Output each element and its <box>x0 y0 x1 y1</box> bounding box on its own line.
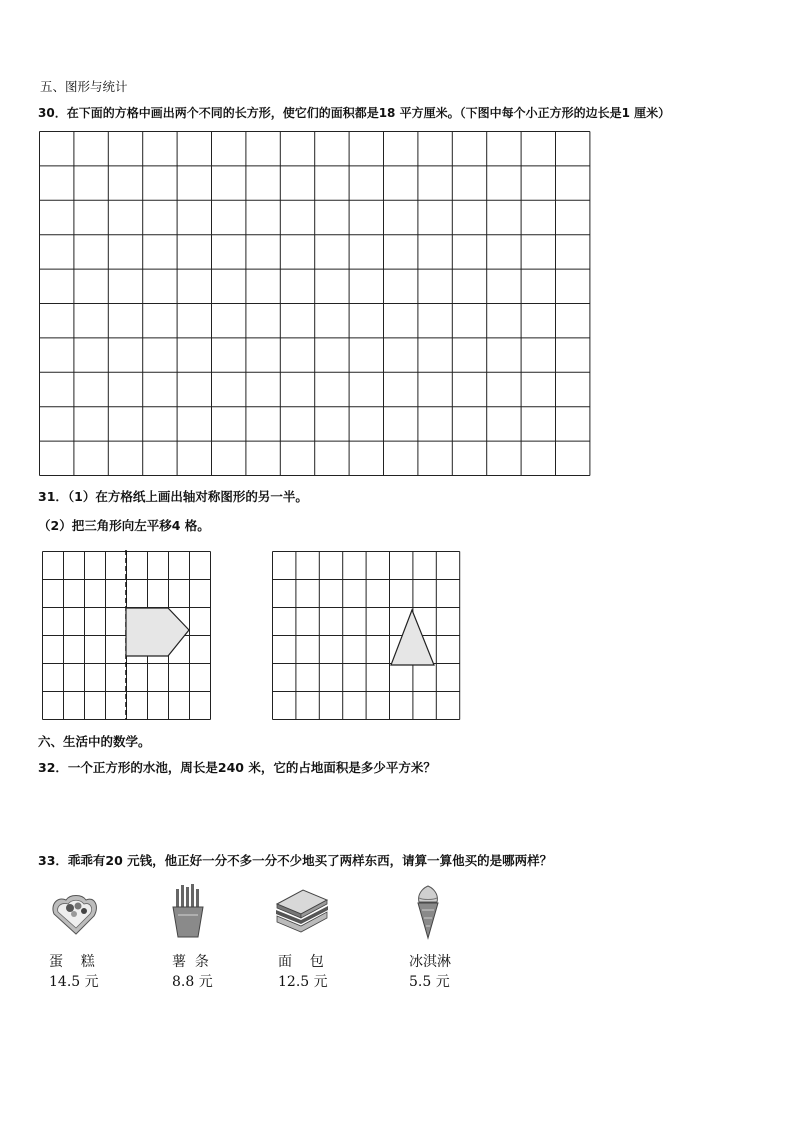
item-fries <box>172 951 252 991</box>
item-price: 8.8 元 <box>172 974 213 990</box>
question-33-text: 33．乖乖有20 元钱，他正好一分不多一分不少地买了两样东西，请算一算他买的是哪两样？ <box>38 853 553 868</box>
question-32-text: 32．一个正方形的水池，周长是240 米，它的占地面积是多少平方米？ <box>38 760 436 775</box>
item-price: 14.5 元 <box>49 974 99 990</box>
fries-icon <box>170 883 206 939</box>
item-price: 5.5 元 <box>409 974 450 990</box>
question-30-text: 30．在下面的方格中画出两个不同的长方形，使它们的面积都是18 平方厘米。（下图中每个小正方形的边长是1 厘米） <box>38 106 671 120</box>
sandwich-icon <box>273 886 331 934</box>
item-price: 12.5 元 <box>278 974 328 990</box>
section-5-title: 五、图形与统计 <box>40 79 128 94</box>
item-bread <box>278 951 358 991</box>
question-31-part1: 31．（1）在方格纸上画出轴对称图形的另一半。 <box>38 489 308 504</box>
item-cake <box>49 951 129 991</box>
question-31-part2: （2）把三角形向左平移4 格。 <box>38 518 210 533</box>
item-name: 蛋 糕 <box>49 954 95 970</box>
item-name: 冰淇淋 <box>409 954 451 970</box>
triangle-shape <box>391 610 434 665</box>
item-name: 薯 条 <box>172 954 209 970</box>
cake-icon <box>48 890 100 938</box>
item-name: 面 包 <box>278 954 324 970</box>
ice-cream-icon <box>413 882 443 940</box>
section-6-title: 六、生活中的数学。 <box>38 734 151 749</box>
item-ice-cream <box>409 951 489 991</box>
